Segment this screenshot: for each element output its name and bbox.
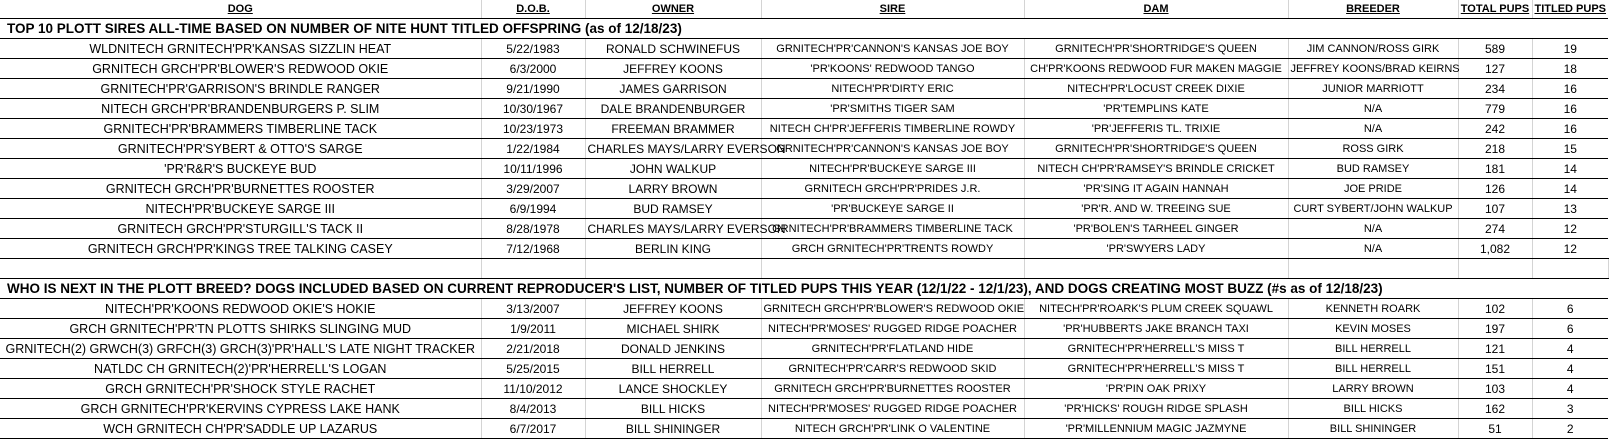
cell-owner: BUD RAMSEY [585,199,761,219]
cell-sire: GRNITECH'PR'CANNON'S KANSAS JOE BOY [761,39,1024,59]
header-owner: OWNER [585,0,761,19]
section2-title: WHO IS NEXT IN THE PLOTT BREED? DOGS INCLUDED BASED ON CURRENT REPRODUCER'S LIST, NUMBER OF TITLED PUPS THIS YEAR (12/1/22 - 12/1/23), AND DOGS CREATING MOST BUZZ (#s as of 12/18/23) [0,279,1608,299]
cell-dog: GRNITECH GRCH'PR'KINGS TREE TALKING CASEY [0,239,481,259]
cell-dob: 5/25/2015 [481,359,585,379]
cell-dam: NITECH'PR'LOCUST CREEK DIXIE [1024,79,1288,99]
cell-dog: GRNITECH'PR'GARRISON'S BRINDLE RANGER [0,79,481,99]
cell-sire: 'PR'KOONS' REDWOOD TANGO [761,59,1024,79]
cell-titled-pups: 18 [1532,59,1608,79]
cell-titled-pups: 14 [1532,159,1608,179]
cell-sire: 'PR'BUCKEYE SARGE II [761,199,1024,219]
table-row [0,99,1608,119]
cell-owner: LANCE SHOCKLEY [585,379,761,399]
cell-dob: 10/11/1996 [481,159,585,179]
cell-breeder: JUNIOR MARRIOTT [1288,79,1458,99]
cell-dob: 3/29/2007 [481,179,585,199]
cell-dam: 'PR'HUBBERTS JAKE BRANCH TAXI [1024,319,1288,339]
cell-dog: WCH GRNITECH CH'PR'SADDLE UP LAZARUS [0,419,481,439]
cell-breeder: N/A [1288,239,1458,259]
table-row [0,79,1608,99]
cell-dam: GRNITECH'PR'HERRELL'S MISS T [1024,359,1288,379]
cell-titled-pups: 12 [1532,239,1608,259]
cell-total-pups: 589 [1458,39,1532,59]
header-row [0,0,1608,19]
cell-sire: GRNITECH'PR'BRAMMERS TIMBERLINE TACK [761,219,1024,239]
cell-dog: GRNITECH(2) GRWCH(3) GRFCH(3) GRCH(3)'PR'HALL'S LATE NIGHT TRACKER [0,339,481,359]
table-row [0,339,1608,359]
cell-dog: GRNITECH'PR'SYBERT & OTTO'S SARGE [0,139,481,159]
cell-dog: GRNITECH'PR'BRAMMERS TIMBERLINE TACK [0,119,481,139]
cell-breeder: JEFFREY KOONS/BRAD KEIRNS [1288,59,1458,79]
table-row [0,359,1608,379]
cell-titled-pups: 15 [1532,139,1608,159]
cell-dog: GRNITECH GRCH'PR'BLOWER'S REDWOOD OKIE [0,59,481,79]
cell-dog: GRCH GRNITECH'PR'TN PLOTTS SHIRKS SLINGING MUD [0,319,481,339]
cell-dam: 'PR'R. AND W. TREEING SUE [1024,199,1288,219]
cell-dog: NATLDC CH GRNITECH(2)'PR'HERRELL'S LOGAN [0,359,481,379]
cell-titled-pups: 6 [1532,319,1608,339]
cell-sire: NITECH'PR'BUCKEYE SARGE III [761,159,1024,179]
cell-dob: 2/21/2018 [481,339,585,359]
cell-total-pups: 779 [1458,99,1532,119]
cell-sire: GRNITECH GRCH'PR'PRIDES J.R. [761,179,1024,199]
table-row [0,299,1608,319]
header-dam: DAM [1024,0,1288,19]
cell-dog: NITECH GRCH'PR'BRANDENBURGERS P. SLIM [0,99,481,119]
cell-titled-pups: 6 [1532,299,1608,319]
cell-dam: 'PR'SING IT AGAIN HANNAH [1024,179,1288,199]
header-total-pups: TOTAL PUPS [1458,0,1532,19]
cell-titled-pups: 12 [1532,219,1608,239]
cell-owner: LARRY BROWN [585,179,761,199]
cell-total-pups: 274 [1458,219,1532,239]
cell-owner: BILL HICKS [585,399,761,419]
cell-dog: WLDNITECH GRNITECH'PR'KANSAS SIZZLIN HEAT [0,39,481,59]
cell-dog: 'PR'R&R'S BUCKEYE BUD [0,159,481,179]
cell-total-pups: 162 [1458,399,1532,419]
cell-total-pups: 151 [1458,359,1532,379]
cell-titled-pups: 3 [1532,399,1608,419]
cell-sire: 'PR'SMITHS TIGER SAM [761,99,1024,119]
table-row [0,219,1608,239]
table-row [0,119,1608,139]
cell-dob: 6/9/1994 [481,199,585,219]
table-row [0,319,1608,339]
cell-sire: GRNITECH GRCH'PR'BLOWER'S REDWOOD OKIE [761,299,1024,319]
cell-sire: GRNITECH'PR'CANNON'S KANSAS JOE BOY [761,139,1024,159]
cell-owner: JEFFREY KOONS [585,299,761,319]
table-row [0,39,1608,59]
cell-owner: BILL HERRELL [585,359,761,379]
cell-titled-pups: 16 [1532,79,1608,99]
cell-dam: GRNITECH'PR'HERRELL'S MISS T [1024,339,1288,359]
cell-dam: GRNITECH'PR'SHORTRIDGE'S QUEEN [1024,139,1288,159]
cell-owner: FREEMAN BRAMMER [585,119,761,139]
cell-dam: 'PR'SWYERS LADY [1024,239,1288,259]
table-row [0,199,1608,219]
cell-dob: 6/7/2017 [481,419,585,439]
cell-dog: GRCH GRNITECH'PR'KERVINS CYPRESS LAKE HANK [0,399,481,419]
cell-breeder: BILL HERRELL [1288,339,1458,359]
cell-dam: CH'PR'KOONS REDWOOD FUR MAKEN MAGGIE [1024,59,1288,79]
cell-breeder: KEVIN MOSES [1288,319,1458,339]
cell-owner: MICHAEL SHIRK [585,319,761,339]
cell-titled-pups: 16 [1532,119,1608,139]
cell-dob: 5/22/1983 [481,39,585,59]
cell-sire: NITECH'PR'MOSES' RUGGED RIDGE POACHER [761,399,1024,419]
table-row [0,179,1608,199]
cell-dog: GRNITECH GRCH'PR'STURGILL'S TACK II [0,219,481,239]
cell-dam: 'PR'TEMPLINS KATE [1024,99,1288,119]
cell-breeder: BILL HERRELL [1288,359,1458,379]
cell-owner: BERLIN KING [585,239,761,259]
cell-owner: CHARLES MAYS/LARRY EVERSON [585,139,761,159]
cell-total-pups: 181 [1458,159,1532,179]
table-row [0,399,1608,419]
cell-total-pups: 218 [1458,139,1532,159]
cell-dog: NITECH'PR'BUCKEYE SARGE III [0,199,481,219]
header-titled-pups: TITLED PUPS [1532,0,1608,19]
cell-sire: GRNITECH GRCH'PR'BURNETTES ROOSTER [761,379,1024,399]
cell-total-pups: 1,082 [1458,239,1532,259]
cell-breeder: N/A [1288,99,1458,119]
cell-sire: GRNITECH'PR'CARR'S REDWOOD SKID [761,359,1024,379]
cell-dob: 1/9/2011 [481,319,585,339]
cell-owner: JAMES GARRISON [585,79,761,99]
cell-titled-pups: 13 [1532,199,1608,219]
cell-titled-pups: 16 [1532,99,1608,119]
cell-sire: NITECH'PR'MOSES' RUGGED RIDGE POACHER [761,319,1024,339]
header-sire: SIRE [761,0,1024,19]
cell-total-pups: 51 [1458,419,1532,439]
cell-total-pups: 127 [1458,59,1532,79]
header-dob: D.O.B. [481,0,585,19]
table-row [0,59,1608,79]
cell-owner: JEFFREY KOONS [585,59,761,79]
cell-dob: 8/4/2013 [481,399,585,419]
cell-dob: 3/13/2007 [481,299,585,319]
cell-dam: 'PR'MILLENNIUM MAGIC JAZMYNE [1024,419,1288,439]
cell-total-pups: 242 [1458,119,1532,139]
cell-total-pups: 103 [1458,379,1532,399]
cell-breeder: N/A [1288,219,1458,239]
cell-owner: RONALD SCHWINEFUS [585,39,761,59]
cell-sire: GRNITECH'PR'FLATLAND HIDE [761,339,1024,359]
cell-owner: CHARLES MAYS/LARRY EVERSON [585,219,761,239]
cell-dam: 'PR'JEFFERIS TL. TRIXIE [1024,119,1288,139]
cell-dog: GRCH GRNITECH'PR'SHOCK STYLE RACHET [0,379,481,399]
cell-sire: GRCH GRNITECH'PR'TRENTS ROWDY [761,239,1024,259]
header-breeder: BREEDER [1288,0,1458,19]
cell-dam: 'PR'BOLEN'S TARHEEL GINGER [1024,219,1288,239]
cell-dam: NITECH CH'PR'RAMSEY'S BRINDLE CRICKET [1024,159,1288,179]
cell-breeder: BUD RAMSEY [1288,159,1458,179]
cell-breeder: CURT SYBERT/JOHN WALKUP [1288,199,1458,219]
cell-dob: 11/10/2012 [481,379,585,399]
section1-title: TOP 10 PLOTT SIRES ALL-TIME BASED ON NUMBER OF NITE HUNT TITLED OFFSPRING (as of 12/18/23) [0,19,1608,39]
cell-dob: 9/21/1990 [481,79,585,99]
cell-total-pups: 197 [1458,319,1532,339]
cell-dog: GRNITECH GRCH'PR'BURNETTES ROOSTER [0,179,481,199]
cell-breeder: BILL SHININGER [1288,419,1458,439]
cell-dob: 7/12/1968 [481,239,585,259]
cell-dam: 'PR'PIN OAK PRIXY [1024,379,1288,399]
cell-dob: 1/22/1984 [481,139,585,159]
cell-dob: 8/28/1978 [481,219,585,239]
cell-dam: 'PR'HICKS' ROUGH RIDGE SPLASH [1024,399,1288,419]
section-title-row [0,19,1608,39]
cell-dam: GRNITECH'PR'SHORTRIDGE'S QUEEN [1024,39,1288,59]
cell-titled-pups: 4 [1532,339,1608,359]
table-row [0,159,1608,179]
table-row [0,139,1608,159]
cell-dob: 6/3/2000 [481,59,585,79]
cell-sire: NITECH'PR'DIRTY ERIC [761,79,1024,99]
cell-titled-pups: 19 [1532,39,1608,59]
cell-titled-pups: 14 [1532,179,1608,199]
spacer-row [0,259,1608,279]
cell-total-pups: 234 [1458,79,1532,99]
cell-dob: 10/30/1967 [481,99,585,119]
cell-dob: 10/23/1973 [481,119,585,139]
cell-total-pups: 126 [1458,179,1532,199]
cell-dam: NITECH'PR'ROARK'S PLUM CREEK SQUAWL [1024,299,1288,319]
cell-dog: NITECH'PR'KOONS REDWOOD OKIE'S HOKIE [0,299,481,319]
cell-titled-pups: 2 [1532,419,1608,439]
cell-total-pups: 121 [1458,339,1532,359]
cell-titled-pups: 4 [1532,359,1608,379]
cell-breeder: LARRY BROWN [1288,379,1458,399]
cell-owner: DALE BRANDENBURGER [585,99,761,119]
table-row [0,379,1608,399]
cell-sire: NITECH CH'PR'JEFFERIS TIMBERLINE ROWDY [761,119,1024,139]
cell-titled-pups: 4 [1532,379,1608,399]
cell-owner: DONALD JENKINS [585,339,761,359]
table-row [0,419,1608,439]
cell-owner: JOHN WALKUP [585,159,761,179]
cell-owner: BILL SHININGER [585,419,761,439]
section-title-row [0,279,1608,299]
cell-total-pups: 102 [1458,299,1532,319]
cell-sire: NITECH GRCH'PR'LINK O VALENTINE [761,419,1024,439]
cell-breeder: JOE PRIDE [1288,179,1458,199]
cell-breeder: ROSS GIRK [1288,139,1458,159]
cell-breeder: N/A [1288,119,1458,139]
cell-total-pups: 107 [1458,199,1532,219]
table-row [0,239,1608,259]
header-dog: DOG [0,0,481,19]
cell-breeder: KENNETH ROARK [1288,299,1458,319]
cell-breeder: BILL HICKS [1288,399,1458,419]
cell-breeder: JIM CANNON/ROSS GIRK [1288,39,1458,59]
